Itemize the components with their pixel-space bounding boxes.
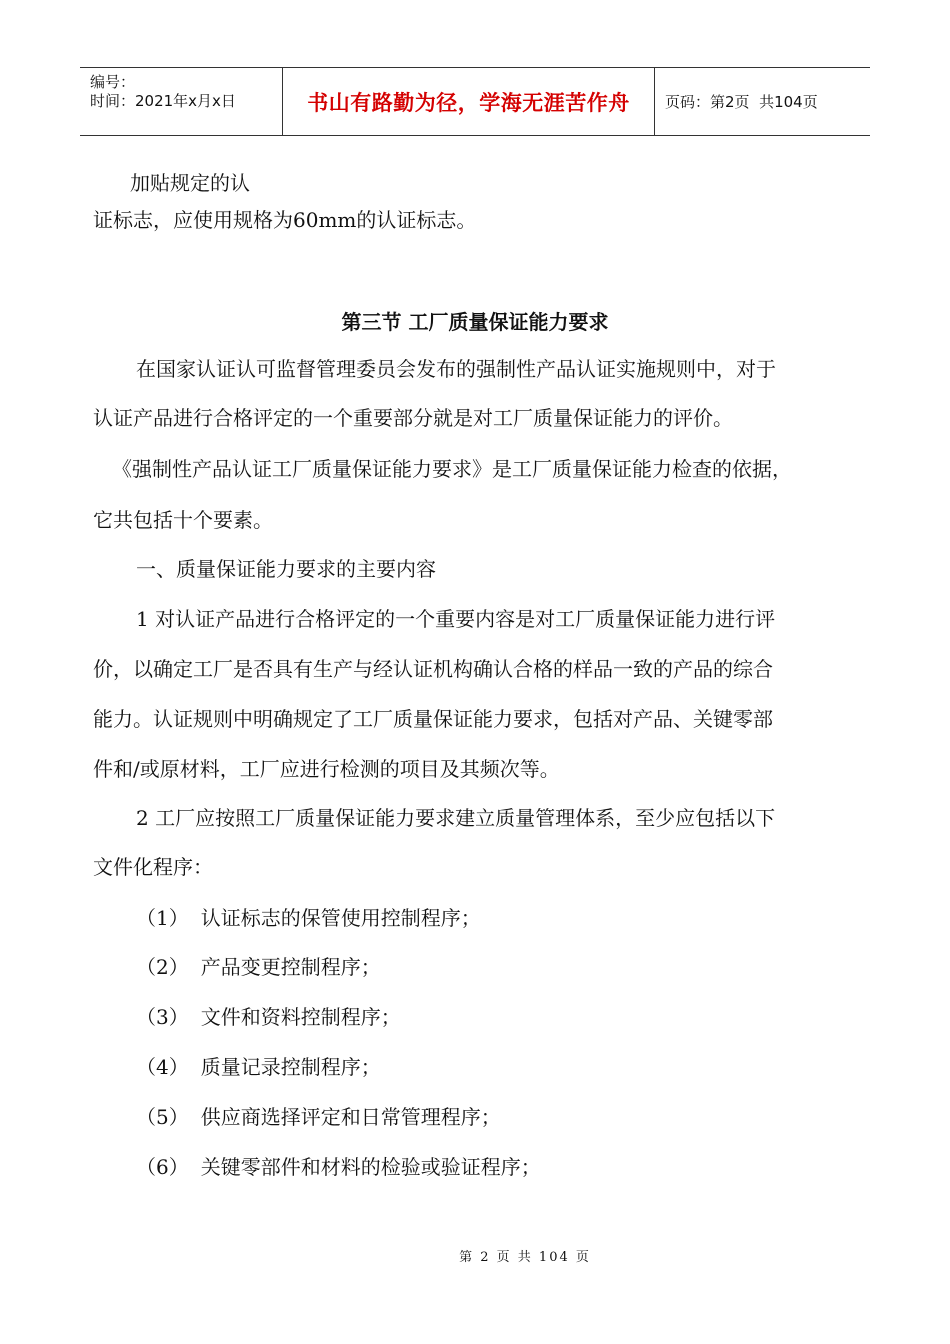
procedure-number: （3）	[136, 1005, 189, 1029]
procedure-text: 质量记录控制程序；	[200, 1055, 381, 1079]
section-title: 第三节 工厂质量保证能力要求	[341, 310, 609, 334]
subheading: 一、质量保证能力要求的主要内容	[136, 557, 436, 581]
body-line-1: 加贴规定的认	[130, 171, 250, 195]
paragraph-line: 认证产品进行合格评定的一个重要部分就是对工厂质量保证能力的评价。	[93, 406, 733, 430]
paragraph-line: 在国家认证认可监督管理委员会发布的强制性产品认证实施规则中，对于	[136, 357, 776, 381]
procedure-text: 认证标志的保管使用控制程序；	[200, 906, 481, 930]
page-info-text: 页码：第2页 共104页	[665, 93, 818, 111]
procedure-item	[136, 1104, 501, 1130]
procedure-item	[136, 905, 481, 931]
procedure-text: 产品变更控制程序；	[200, 955, 381, 979]
procedure-item	[136, 1054, 381, 1080]
document-header	[80, 67, 870, 136]
number-label: 编号：	[90, 73, 136, 91]
paragraph-line: 价，以确定工厂是否具有生产与经认证机构确认合格的样品一致的产品的综合	[93, 657, 773, 681]
procedure-number: （5）	[136, 1105, 189, 1129]
procedure-number: （2）	[136, 955, 189, 979]
procedure-item	[136, 1154, 541, 1180]
body-line-2: 证标志，应使用规格为60mm的认证标志。	[93, 208, 477, 232]
time-label: 时间：2021年x月x日	[90, 92, 236, 110]
header-page-info	[655, 68, 870, 135]
page-footer: 第 2 页 共 104 页	[459, 1250, 591, 1265]
procedure-text: 文件和资料控制程序；	[200, 1005, 401, 1029]
motto-text: 书山有路勤为径，学海无涯苦作舟	[307, 90, 630, 115]
procedure-item	[136, 1004, 401, 1030]
paragraph-line: 1 对认证产品进行合格评定的一个重要内容是对工厂质量保证能力进行评	[136, 607, 776, 631]
procedure-number: （1）	[136, 906, 189, 930]
paragraph-line: 2 工厂应按照工厂质量保证能力要求建立质量管理体系，至少应包括以下	[136, 806, 776, 830]
procedure-number: （6）	[136, 1155, 189, 1179]
paragraph-line: 文件化程序：	[93, 855, 213, 879]
procedure-item	[136, 954, 381, 980]
paragraph-line: 件和/或原材料，工厂应进行检测的项目及其频次等。	[93, 757, 560, 781]
procedure-text: 关键零部件和材料的检验或验证程序；	[200, 1155, 541, 1179]
paragraph-line: 它共包括十个要素。	[93, 508, 273, 532]
header-motto	[282, 68, 655, 135]
paragraph-line: 能力。认证规则中明确规定了工厂质量保证能力要求，包括对产品、关键零部	[93, 707, 773, 731]
procedure-number: （4）	[136, 1055, 189, 1079]
paragraph-line: 《强制性产品认证工厂质量保证能力要求》是工厂质量保证能力检查的依据，	[112, 457, 792, 481]
procedure-text: 供应商选择评定和日常管理程序；	[200, 1105, 501, 1129]
header-meta	[80, 68, 282, 135]
